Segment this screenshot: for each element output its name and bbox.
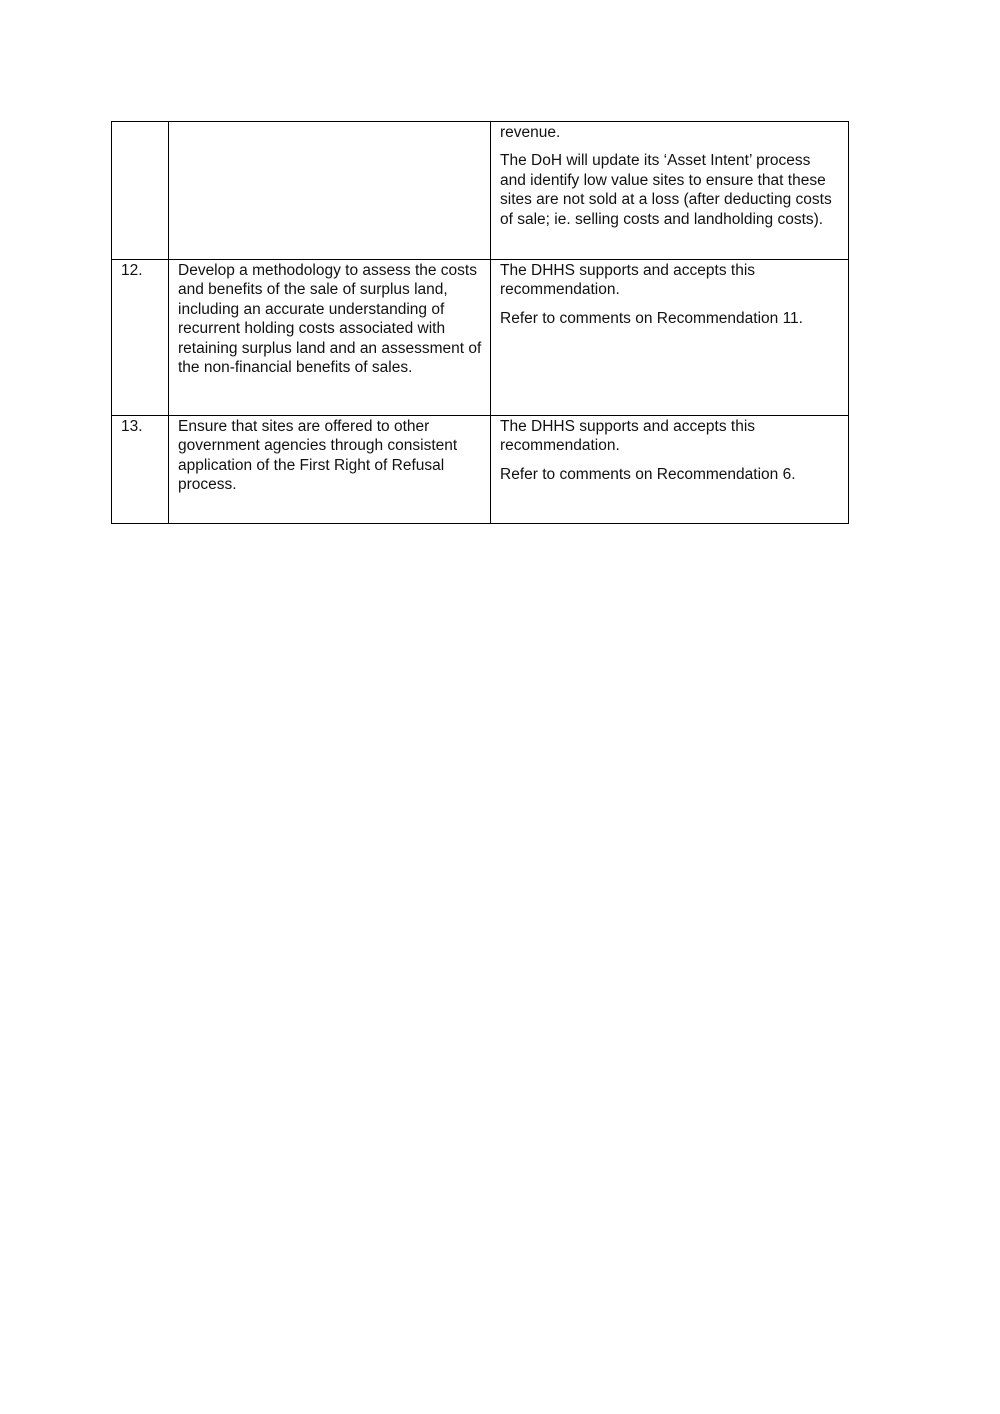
response-paragraph: The DoH will update its ‘Asset Intent’ process and identify low value sites to ensure that these sites are not sold at a loss (after deducting costs of sale; ie. selling costs and landholding costs). — [500, 152, 832, 228]
table-row — [112, 122, 849, 260]
recommendation-number: 12. — [112, 260, 169, 416]
recommendation-text — [169, 122, 491, 260]
recommendations-table — [111, 121, 849, 524]
recommendation-number — [112, 122, 169, 260]
response-paragraph: Refer to comments on Recommendation 11. — [500, 309, 803, 327]
response-cell — [491, 416, 849, 524]
recommendation-text: Ensure that sites are offered to other government agencies through consistent application of the First Right of Refusal process. — [169, 416, 491, 524]
response-cell — [491, 122, 849, 260]
recommendation-number: 13. — [112, 416, 169, 524]
response-paragraph: The DHHS supports and accepts this recommendation. — [500, 418, 756, 455]
response-paragraph: The DHHS supports and accepts this recommendation. — [500, 262, 756, 299]
recommendation-text: Develop a methodology to assess the costs and benefits of the sale of surplus land, including an accurate understanding of recurrent holding costs associated with retaining surplus land and an assessment of the non-financial benefits of sales. — [169, 260, 491, 416]
response-paragraph: revenue. — [500, 124, 561, 141]
table-row — [112, 416, 849, 524]
response-cell — [491, 260, 849, 416]
response-paragraph: Refer to comments on Recommendation 6. — [500, 465, 796, 483]
table-row — [112, 260, 849, 416]
